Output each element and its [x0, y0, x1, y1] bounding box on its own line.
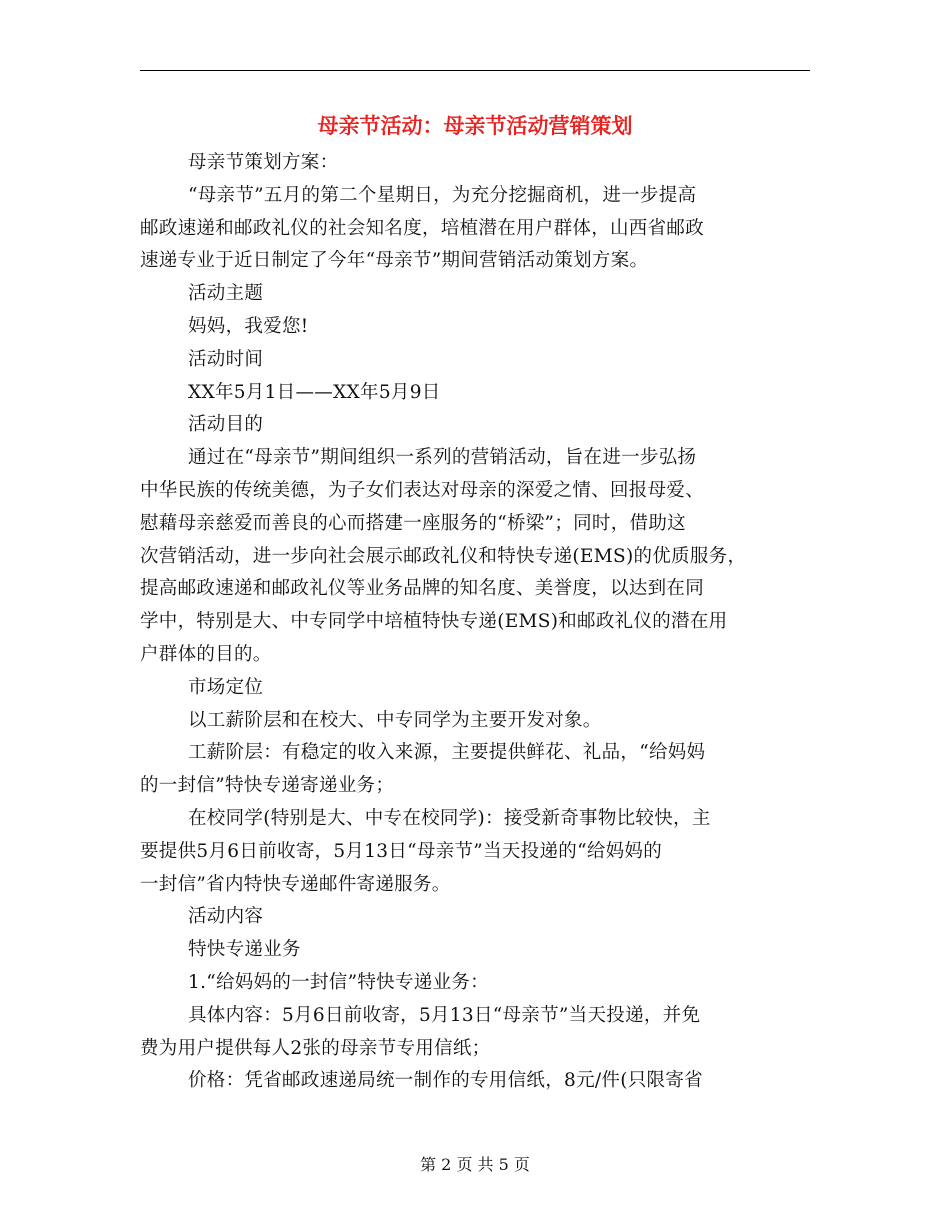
paragraph-line: 具体内容：5月6日前收寄，5月13日“母亲节”当天投递，并免: [188, 1004, 701, 1026]
paragraph-line: 费为用户提供每人2张的母亲节专用信纸；: [140, 1037, 491, 1059]
paragraph-line: 提高邮政速递和邮政礼仪等业务品牌的知名度、美誉度，以达到在同: [140, 578, 705, 600]
paragraph-line: 母亲节策划方案：: [188, 152, 339, 173]
paragraph-line: 次营销活动，进一步向社会展示邮政礼仪和特快专递(EMS)的优质服务，: [140, 545, 747, 567]
document-body: [140, 147, 812, 1098]
paragraph-line: 慰藉母亲慈爱而善良的心而搭建一座服务的“桥梁”；同时，借助这: [140, 512, 686, 534]
header-rule: [140, 70, 810, 71]
section-heading: 活动内容: [188, 906, 264, 928]
paragraph-line: 学中，特别是大、中专同学中培植特快专递(EMS)和邮政礼仪的潜在用: [140, 611, 728, 633]
paragraph-line: 中华民族的传统美德，为子女们表达对母亲的深爱之情、回报母爱、: [140, 479, 705, 501]
paragraph-line: 通过在“母亲节”期间组织一系列的营销活动，旨在进一步弘扬: [188, 447, 697, 469]
section-heading: 活动主题: [188, 283, 264, 305]
section-heading: 特快专递业务: [188, 939, 301, 961]
paragraph-line: 在校同学(特别是大、中专在校同学)：接受新奇事物比较快，主: [188, 807, 711, 829]
paragraph-line: 户群体的目的。: [140, 643, 272, 665]
page-number: 第 2 页 共 5 页: [420, 1155, 530, 1174]
paragraph-line: “母亲节”五月的第二个星期日，为充分挖掘商机，进一步提高: [188, 184, 697, 206]
paragraph-line: 1.“给妈妈的一封信”特快专递业务：: [188, 971, 489, 993]
paragraph-line: 邮政速递和邮政礼仪的社会知名度，培植潜在用户群体，山西省邮政: [140, 217, 705, 239]
section-heading: 活动时间: [188, 348, 264, 370]
section-heading: 市场定位: [188, 676, 264, 698]
paragraph-line: 一封信”省内特快专递邮件寄递服务。: [140, 873, 451, 895]
paragraph-line: 要提供5月6日前收寄，5月13日“母亲节”当天投递的“给妈妈的: [140, 840, 663, 862]
section-heading: 活动目的: [188, 414, 264, 436]
document-title: 母亲节活动：母亲节活动营销策划: [317, 113, 633, 138]
paragraph-line: 妈妈，我爱您!: [188, 315, 309, 337]
paragraph-line: XX年5月1日——XX年5月9日: [188, 381, 441, 403]
paragraph-line: 工薪阶层：有稳定的收入来源，主要提供鲜花、礼品，“给妈妈: [188, 742, 706, 764]
paragraph-line: 的一封信”特快专递寄递业务；: [140, 775, 395, 797]
paragraph-line: 速递专业于近日制定了今年“母亲节”期间营销活动策划方案。: [140, 250, 649, 272]
paragraph-line: 价格：凭省邮政速递局统一制作的专用信纸，8元/件(只限寄省: [188, 1070, 703, 1092]
paragraph-line: 以工薪阶层和在校大、中专同学为主要开发对象。: [188, 709, 602, 731]
